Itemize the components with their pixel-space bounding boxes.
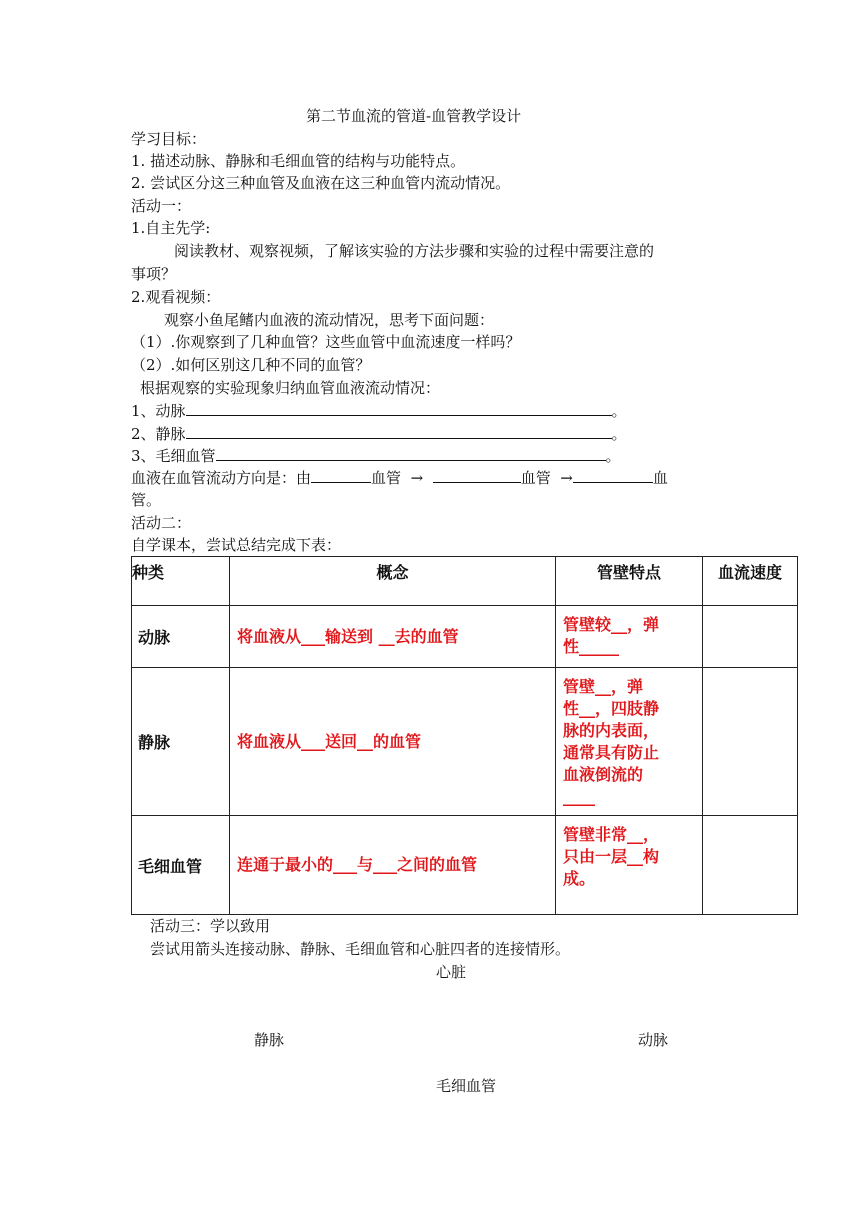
fill-blank[interactable]	[216, 446, 606, 461]
node-artery: 动脉	[638, 1031, 669, 1049]
question-1: （1）.你观察到了几种血管？这些血管中血流速度一样吗？	[131, 333, 521, 351]
activity2-heading: 活动二：	[131, 514, 192, 532]
row-kind: 动脉	[132, 606, 230, 668]
blank-end: 。	[605, 447, 621, 465]
blank-line-capillary	[131, 445, 621, 467]
goal-item-1: 1. 描述动脉、静脉和毛细血管的结构与功能特点。	[131, 152, 466, 170]
flow-direction-line	[131, 467, 668, 489]
wall-line: 通常具有防止	[563, 743, 660, 762]
wall-line: 性__，四肢静	[563, 699, 660, 718]
goal-item-2: 2. 尝试区分这三种血管及血液在这三种血管内流动情况。	[131, 174, 511, 192]
activity3-instruction: 尝试用箭头连接动脉、静脉、毛细血管和心脏四者的连接情形。	[150, 940, 571, 958]
node-capillary: 毛细血管	[436, 1077, 497, 1095]
activity1-heading: 活动一：	[131, 197, 192, 215]
wall-line: 性_____	[563, 637, 620, 656]
video-title: 2.观看视频：	[131, 288, 221, 306]
row-concept: 将血液从___输送到 __去的血管	[230, 606, 556, 668]
fill-blank[interactable]	[433, 468, 521, 483]
flow-tail-line: 管。	[131, 491, 162, 509]
table-row	[132, 816, 798, 915]
vessel-table	[131, 556, 798, 915]
row-concept: 将血液从___送回__的血管	[230, 668, 556, 816]
flow-vessel-label: 血管	[520, 469, 551, 487]
row-concept: 连通于最小的___与___之间的血管	[230, 816, 556, 915]
wall-line: 管壁较__，弹	[563, 615, 660, 634]
row-speed-cell[interactable]	[703, 606, 798, 668]
blank-label: 3、毛细血管	[131, 447, 216, 465]
self-study-title: 1.自主先学:	[131, 219, 211, 237]
fill-blank[interactable]	[186, 424, 612, 439]
wall-line: 只由一层__构	[563, 847, 660, 866]
video-intro: 观察小鱼尾鳍内血液的流动情况，思考下面问题：	[164, 311, 495, 329]
wall-line: 血液倒流的	[563, 765, 644, 784]
wall-line: 管壁__，弹	[563, 677, 644, 696]
table-header-row	[132, 557, 798, 606]
blank-label: 1、动脉	[131, 402, 186, 420]
blank-line-vein	[131, 423, 627, 445]
row-speed-cell[interactable]	[703, 668, 798, 816]
self-study-text-1: 阅读教材、观察视频，了解该实验的方法步骤和实验的过程中需要注意的	[174, 242, 655, 260]
row-kind: 毛细血管	[132, 816, 230, 915]
node-heart: 心脏	[436, 963, 467, 981]
table-row	[132, 606, 798, 668]
wall-line: 管壁非常__，	[563, 825, 660, 844]
row-wall	[556, 816, 703, 915]
header-wall: 管壁特点	[556, 557, 703, 606]
document-title: 第二节血流的管道-血管教学设计	[306, 107, 522, 125]
header-kind: 种类	[132, 557, 230, 606]
row-wall	[556, 668, 703, 816]
wall-line: ____	[563, 787, 595, 806]
row-speed-cell[interactable]	[703, 816, 798, 915]
fill-blank[interactable]	[311, 468, 371, 483]
wall-line: 成。	[563, 869, 596, 888]
blank-label: 2、静脉	[131, 425, 186, 443]
activity2-intro: 自学课本，尝试总结完成下表：	[131, 536, 342, 554]
fill-blank[interactable]	[573, 468, 653, 483]
blank-end: 。	[611, 402, 627, 420]
activity3-heading: 活动三：学以致用	[150, 917, 271, 935]
table-row	[132, 668, 798, 816]
node-vein: 静脉	[254, 1031, 285, 1049]
arrow-icon: →	[410, 469, 424, 487]
blank-end: 。	[611, 425, 627, 443]
flow-tail: 血	[652, 469, 668, 487]
wall-line: 脉的内表面，	[563, 721, 660, 740]
blank-line-artery	[131, 400, 627, 422]
goals-heading: 学习目标：	[131, 130, 207, 148]
question-2: （2）.如何区别这几种不同的血管？	[131, 356, 371, 374]
fill-blank[interactable]	[186, 401, 612, 416]
row-wall	[556, 606, 703, 668]
arrow-icon: →	[560, 469, 573, 487]
header-speed: 血流速度	[703, 557, 798, 606]
self-study-text-2: 事项？	[131, 265, 177, 283]
flow-prefix: 血液在血管流动方向是：由	[131, 469, 312, 487]
summary-intro: 根据观察的实验现象归纳血管血液流动情况：	[140, 379, 441, 397]
row-kind: 静脉	[132, 668, 230, 816]
header-concept: 概念	[230, 557, 556, 606]
flow-vessel-label: 血管	[371, 469, 402, 487]
